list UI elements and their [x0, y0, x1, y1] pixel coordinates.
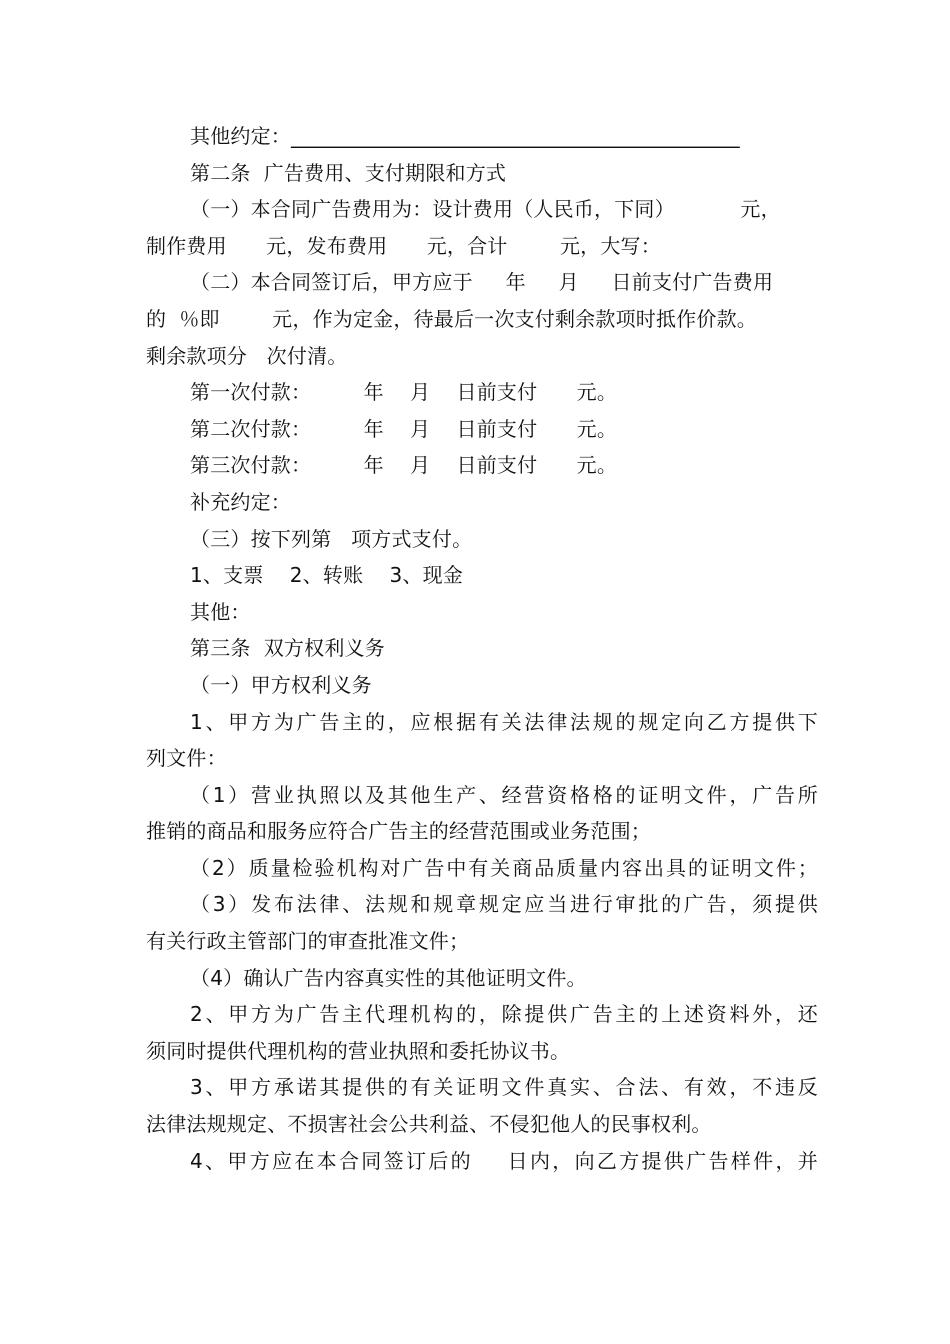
document-body	[146, 118, 818, 1179]
text-line: （三）按下列第 项方式支付。	[190, 526, 473, 551]
text-line: 列文件：	[146, 746, 227, 771]
text-line: （二）本合同签订后，甲方应于 年 月 日前支付广告费用	[190, 270, 774, 295]
text-line: 有关行政主管部门的审查批准文件；	[146, 929, 470, 954]
text-line: （4）确认广告内容真实性的其他证明文件。	[190, 965, 587, 990]
text-line: 法律法规规定、不损害社会公共利益、不侵犯他人的民事权利。	[146, 1112, 712, 1137]
text-line: 第二次付款： 年 月 日前支付 元。	[190, 416, 618, 441]
text-line: 剩余款项分 次付清。	[146, 343, 348, 368]
text-line: 1、甲方为广告主的，应根据有关法律法规的规定向乙方提供下	[190, 709, 818, 734]
text-line: （2）质量检验机构对广告中有关商品质量内容出具的证明文件；	[190, 855, 818, 880]
text-line: 的 ％即 元，作为定金，待最后一次支付剩余款项时抵作价款。	[146, 306, 757, 331]
text-line: 4、甲方应在本合同签订后的 日内，向乙方提供广告样件，并	[190, 1148, 818, 1173]
text-line: （3）发布法律、法规和规章规定应当进行审批的广告，须提供	[190, 892, 818, 917]
text-line: 其他：	[190, 599, 251, 624]
text-line: （1）营业执照以及其他生产、经营资格格的证明文件，广告所	[190, 782, 818, 807]
text-line: 推销的商品和服务应符合广告主的经营范围或业务范围；	[146, 819, 651, 844]
text-line: 第二条 广告费用、支付期限和方式	[190, 160, 507, 185]
text-line: 第一次付款： 年 月 日前支付 元。	[190, 380, 618, 405]
text-line: 补充约定：	[190, 489, 291, 514]
text-line: 其他约定：____________________________________________	[190, 124, 740, 148]
text-line: 第三次付款： 年 月 日前支付 元。	[190, 453, 618, 478]
text-line: 须同时提供代理机构的营业执照和委托协议书。	[146, 1038, 571, 1063]
text-line: 第三条 双方权利义务	[190, 636, 385, 661]
text-line: 3、甲方承诺其提供的有关证明文件真实、合法、有效，不违反	[190, 1075, 818, 1100]
text-line: 1、支票 2、转账 3、现金	[190, 563, 464, 588]
text-line: 制作费用 元，发布费用 元，合计 元，大写：	[146, 233, 661, 258]
text-line: （一）甲方权利义务	[190, 672, 372, 697]
text-line: （一）本合同广告费用为：设计费用（人民币，下同） 元，	[190, 197, 781, 222]
text-line: 2、甲方为广告主代理机构的，除提供广告主的上述资料外，还	[190, 1002, 818, 1027]
